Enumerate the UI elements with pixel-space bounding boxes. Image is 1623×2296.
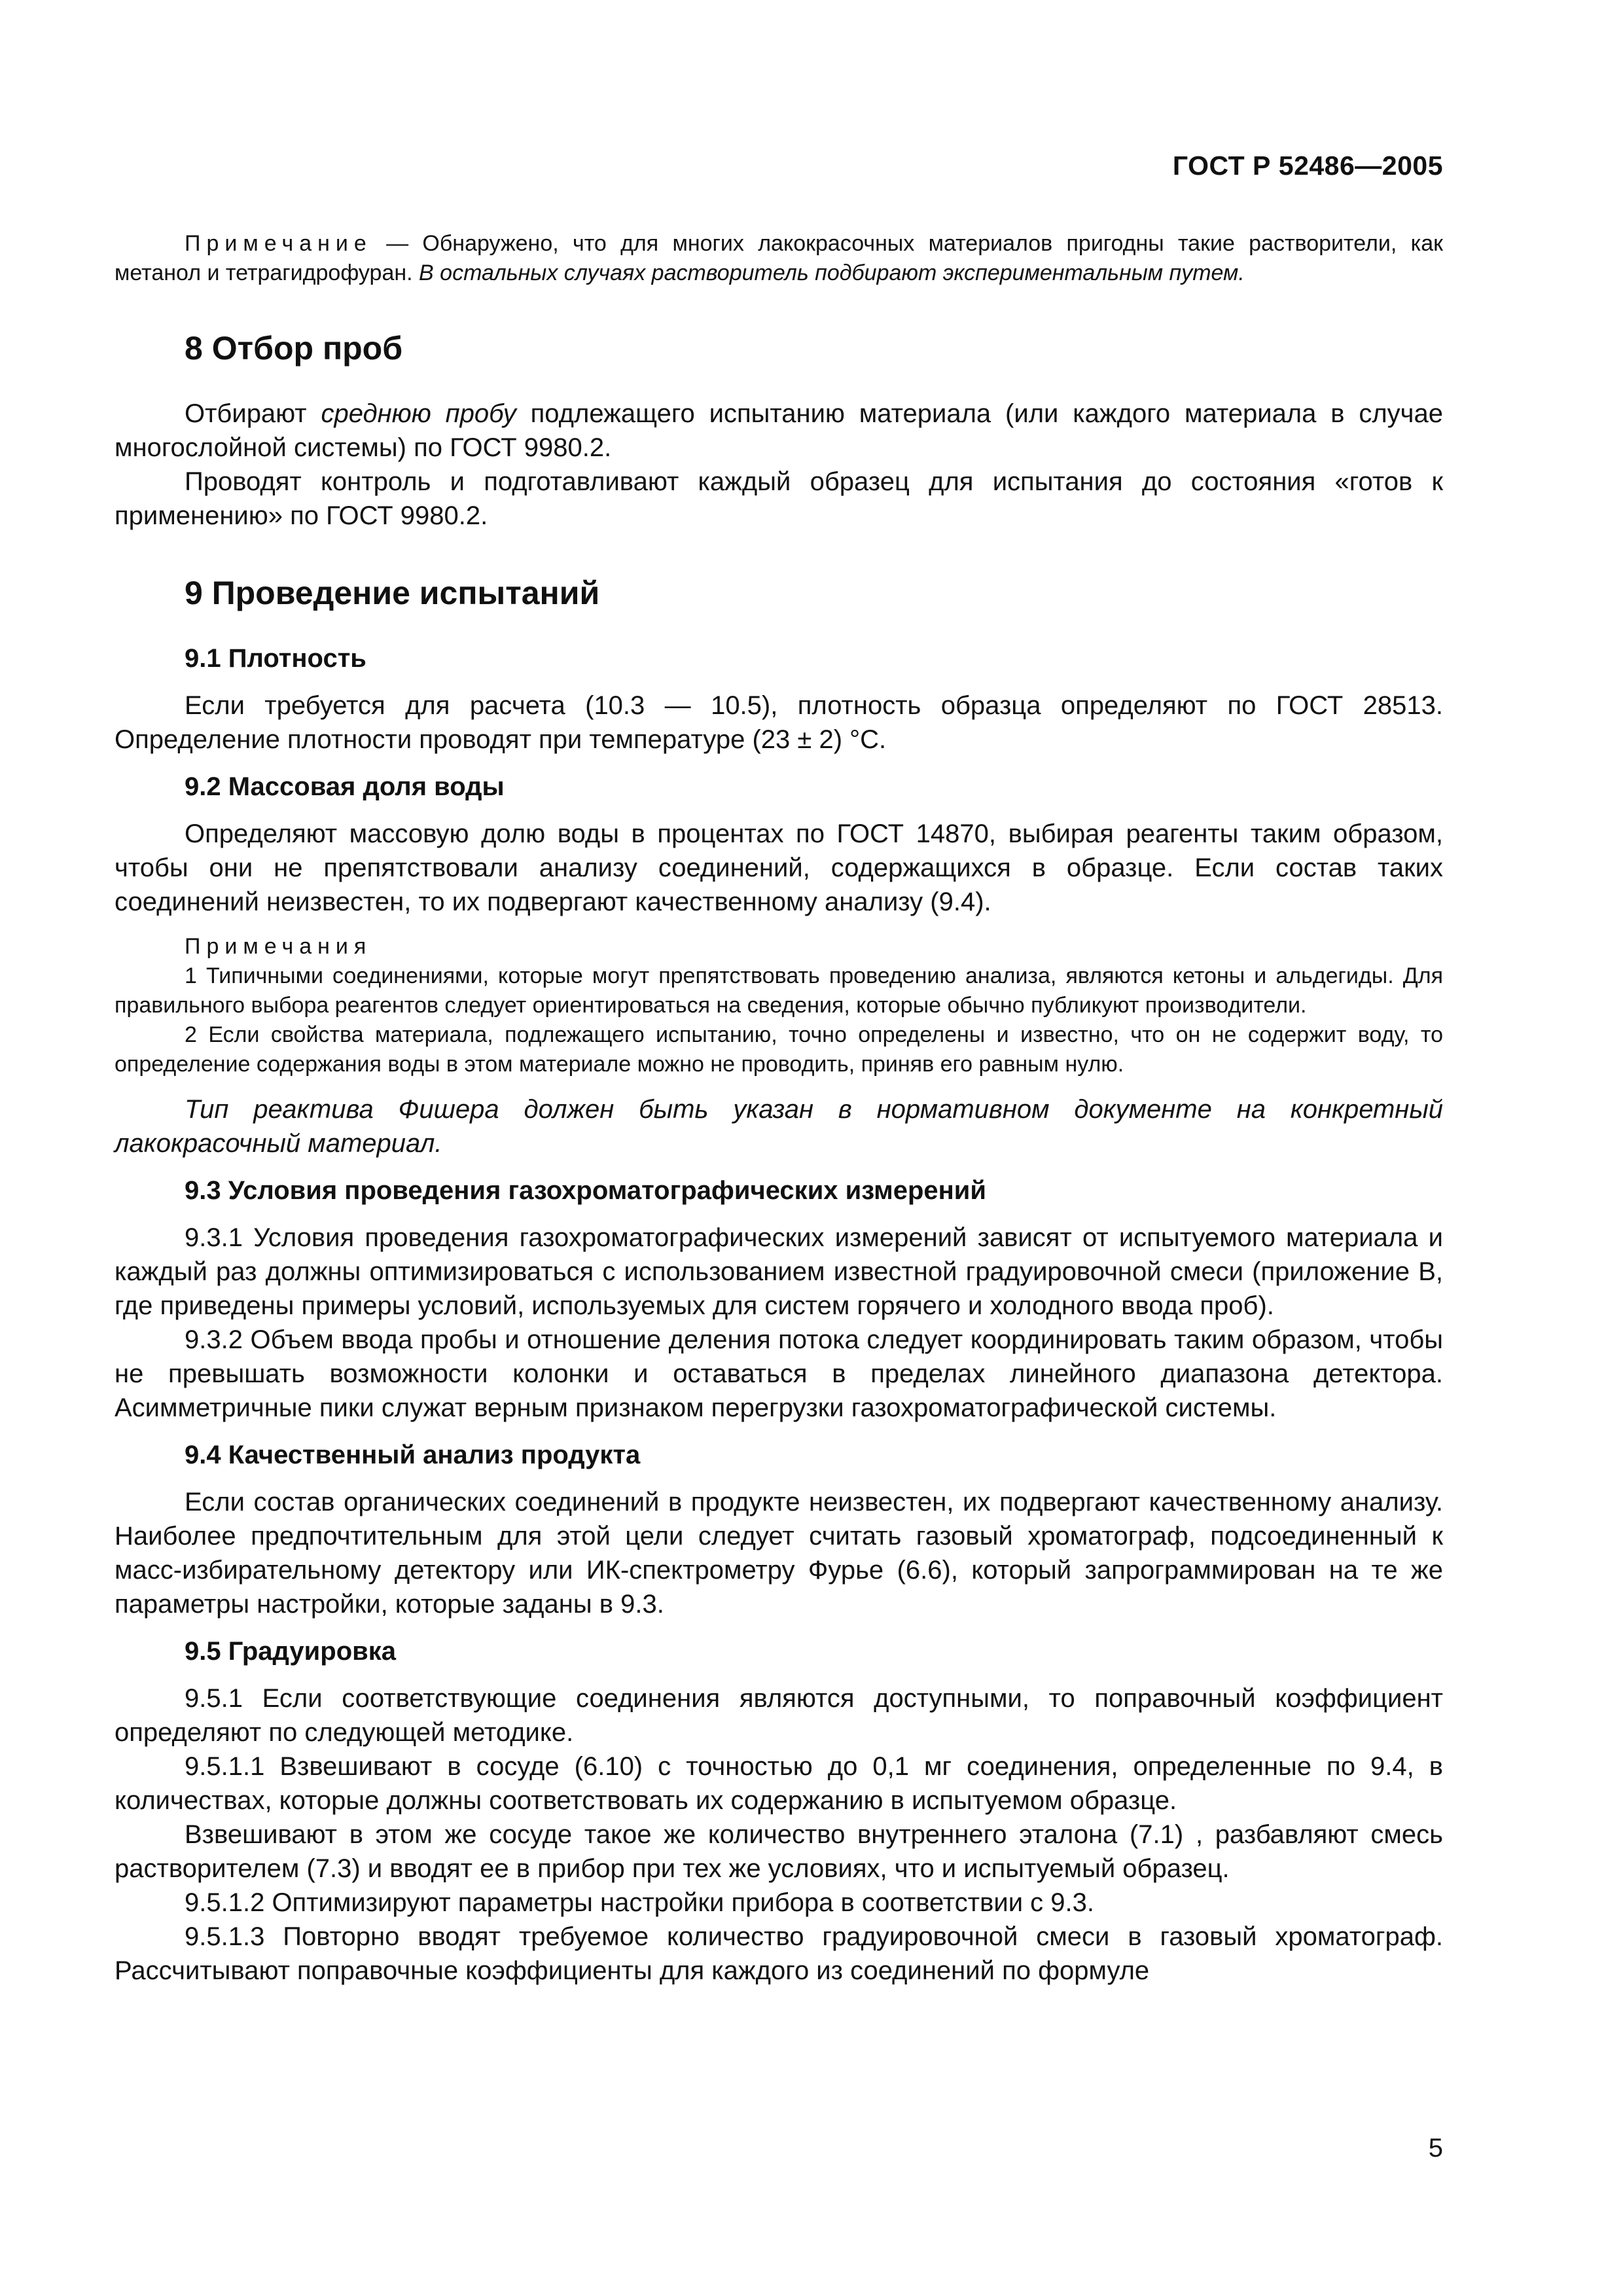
- document-page: [115, 151, 1443, 2245]
- subsection-9-4-heading: 9.4 Качественный анализ продукта: [185, 1441, 641, 1469]
- subsection-9-1-text: Если требуется для расчета (10.3 — 10.5), плотность образца определяют по ГОСТ 28513. Определение плотности проводят при температуре (23 ± 2) °С.: [115, 691, 1443, 754]
- clause-9-5-1: 9.5.1 Если соответствующие соединения являются доступными, то поправочный коэффициент определяют по следующей методике.: [115, 1684, 1443, 1747]
- section-8-paragraph-1: [115, 397, 1443, 465]
- clause-9-5-1-1: 9.5.1.1 Взвешивают в сосуде (6.10) с точностью до 0,1 мг соединения, определенные по 9.4, в количествах, которые должны соответствовать их содержанию в испытуемом образце.: [115, 1752, 1443, 1815]
- subsection-9-5-heading: 9.5 Градуировка: [185, 1637, 396, 1666]
- clause-9-5-1-3: 9.5.1.3 Повторно вводят требуемое количество градуировочной смеси в газовый хроматограф. Рассчитывают поправочные коэффициенты для каждого из соединений по формуле: [115, 1922, 1443, 1985]
- note-2: 2 Если свойства материала, подлежащего испытанию, точно определены и известно, что он не содержит воду, то определение содержания воды в этом материале можно не проводить, приняв его равным нулю.: [115, 1022, 1443, 1077]
- subsection-9-2-text: Определяют массовую долю воды в процентах по ГОСТ 14870, выбирая реагенты таким образом, чтобы они не препятствовали анализу соединений, содержащихся в образце. Если состав таких соединений неизвестен, то их подвергают качественному анализу (9.4).: [115, 819, 1443, 916]
- subsection-9-3-heading: 9.3 Условия проведения газохроматографических измерений: [185, 1176, 986, 1205]
- note-1: 1 Типичными соединениями, которые могут препятствовать проведению анализа, являются кетоны и альдегиды. Для правильного выбора реагентов следует ориентироваться на сведения, которые обычно публикуют производители.: [115, 963, 1443, 1018]
- notes-label-text: Примечания: [185, 934, 372, 959]
- text-run: Отбирают: [185, 399, 321, 428]
- clause-9-5-1-1-continued: Взвешивают в этом же сосуде такое же количество внутреннего эталона (7.1) , разбавляют смесь растворителем (7.3) и вводят ее в прибор при тех же условиях, что и испытуемый образец.: [115, 1820, 1443, 1883]
- subsection-9-4-text: Если состав органических соединений в продукте неизвестен, их подвергают качественному анализу. Наиболее предпочтительным для этой цели следует считать газовый хроматограф, подсоединенный к масс-избирательному детектору или ИК-спектрометру Фурье (6.6), который запрограммирован на те же параметры настройки, которые заданы в 9.3.: [115, 1488, 1443, 1619]
- note-text: — Обнаружено, что для многих лакокрасочных материалов пригодны такие растворители, как метанол и тетрагидрофуран.: [115, 231, 1443, 285]
- section-8-heading: 8 Отбор проб: [185, 330, 403, 367]
- note-top: [115, 229, 1443, 288]
- section-8-paragraph-2: Проводят контроль и подготавливают каждый образец для испытания до состояния «готов к применению» по ГОСТ 9980.2.: [115, 467, 1443, 530]
- section-9-heading: 9 Проведение испытаний: [185, 575, 600, 611]
- note-label: Примечание: [185, 231, 372, 256]
- subsection-9-1-heading: 9.1 Плотность: [185, 644, 366, 673]
- note-italic-text: В остальных случаях растворитель подбирают экспериментальным путем.: [419, 260, 1245, 285]
- standard-code: ГОСТ Р 52486—2005: [1172, 151, 1443, 181]
- italic-paragraph: Тип реактива Фишера должен быть указан в нормативном документе на конкретный лакокрасочный материал.: [115, 1095, 1443, 1158]
- page-number: 5: [1428, 2134, 1443, 2162]
- clause-9-3-1: 9.3.1 Условия проведения газохроматографических измерений зависят от испытуемого материала и каждый раз должны оптимизироваться с использованием известной градуировочной смеси (приложение В, где приведены примеры условий, используемых для систем горячего и холодного ввода проб).: [115, 1223, 1443, 1320]
- text-run: подлежащего испытанию материала (или каждого материала в случае многослойной системы) по ГОСТ 9980.2.: [115, 399, 1444, 462]
- clause-9-5-1-2: 9.5.1.2 Оптимизируют параметры настройки прибора в соответствии с 9.3.: [185, 1888, 1094, 1917]
- document-body: [115, 229, 1443, 1988]
- clause-9-3-2: 9.3.2 Объем ввода пробы и отношение деления потока следует координировать таким образом, чтобы не превышать возможности колонки и оставаться в пределах линейного диапазона детектора. Асимметричные пики служат верным признаком перегрузки газохроматографической системы.: [115, 1325, 1443, 1422]
- notes-label: [115, 932, 1443, 961]
- italic-term: среднюю пробу: [321, 399, 516, 428]
- subsection-9-2-heading: 9.2 Массовая доля воды: [185, 772, 505, 801]
